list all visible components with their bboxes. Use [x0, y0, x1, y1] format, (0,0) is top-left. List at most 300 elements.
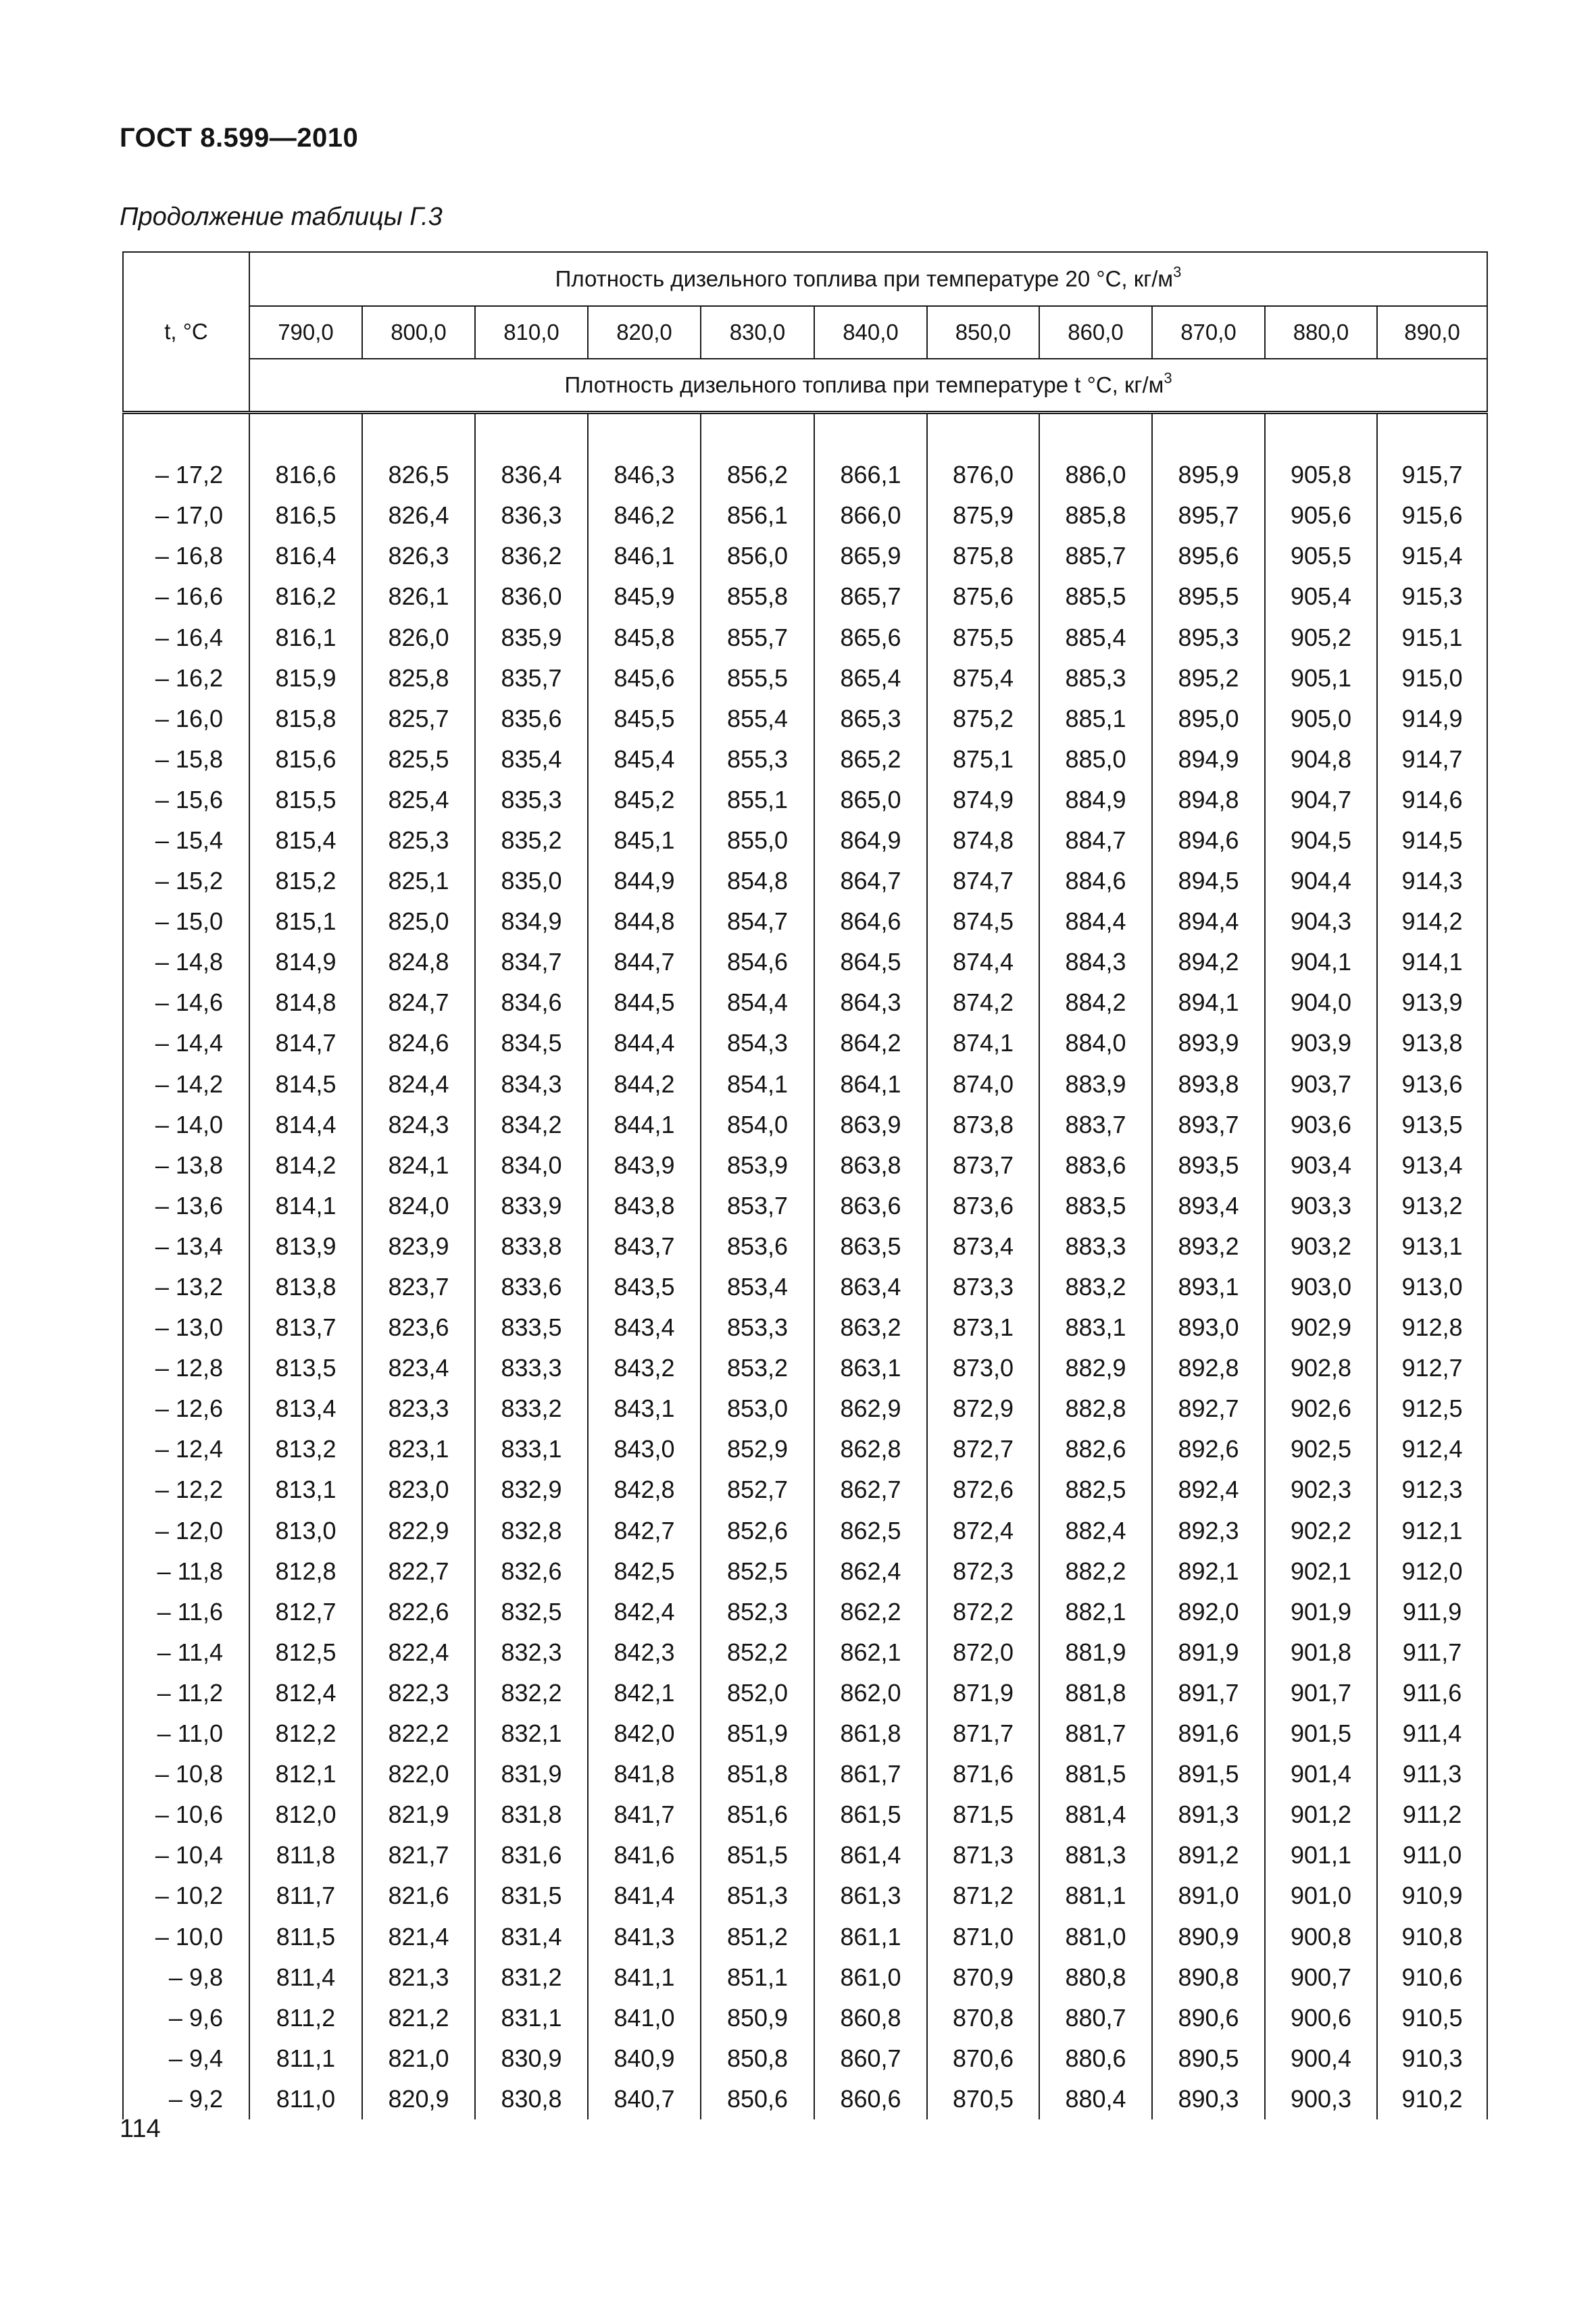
density-cell: 850,9	[701, 1998, 814, 2038]
density-cell: 865,9	[814, 536, 927, 576]
density-cell: 826,3	[362, 536, 475, 576]
density-cell: 893,9	[1152, 1023, 1265, 1063]
density-cell: 851,9	[701, 1713, 814, 1754]
density-cell: 833,8	[475, 1226, 588, 1267]
density-cell: 815,8	[249, 699, 362, 739]
temperature-cell: – 14,4	[123, 1023, 249, 1063]
density-cell: 824,0	[362, 1186, 475, 1226]
density-cell: 872,3	[927, 1551, 1039, 1592]
density-cell: 902,9	[1265, 1307, 1377, 1348]
density-cell: 895,5	[1152, 576, 1265, 617]
density-cell: 863,4	[814, 1267, 927, 1307]
density-cell: 874,7	[927, 861, 1039, 901]
density-cell: 915,7	[1377, 455, 1487, 495]
density-cell: 882,1	[1039, 1592, 1152, 1632]
density-column-header: 890,0	[1377, 306, 1487, 359]
density-cell: 895,7	[1152, 495, 1265, 536]
density-cell: 856,0	[701, 536, 814, 576]
temperature-cell: – 12,4	[123, 1429, 249, 1469]
density-cell: 914,3	[1377, 861, 1487, 901]
density-cell: 841,3	[588, 1916, 701, 1957]
density-cell: 884,4	[1039, 901, 1152, 942]
density-column-header: 830,0	[701, 306, 814, 359]
density-cell: 860,8	[814, 1998, 927, 2038]
density-cell: 891,6	[1152, 1713, 1265, 1754]
density-cell: 911,2	[1377, 1794, 1487, 1835]
density-cell: 832,1	[475, 1713, 588, 1754]
density-cell: 855,1	[701, 780, 814, 820]
density-cell: 904,7	[1265, 780, 1377, 820]
density-cell: 892,3	[1152, 1511, 1265, 1551]
table-row	[123, 1794, 1487, 1835]
density-cell: 904,4	[1265, 861, 1377, 901]
density-cell: 861,1	[814, 1916, 927, 1957]
density-cell: 875,2	[927, 699, 1039, 739]
density-cell: 874,8	[927, 820, 1039, 861]
density-cell: 845,6	[588, 658, 701, 699]
density-cell: 893,8	[1152, 1064, 1265, 1105]
density-cell: 845,8	[588, 617, 701, 657]
density-cell: 864,3	[814, 982, 927, 1023]
density-cell: 900,8	[1265, 1916, 1377, 1957]
table-row	[123, 1673, 1487, 1713]
density-cell: 870,6	[927, 2038, 1039, 2079]
temperature-cell: – 15,8	[123, 739, 249, 780]
table-row	[123, 1267, 1487, 1307]
density-cell: 874,5	[927, 901, 1039, 942]
density-cell: 881,5	[1039, 1754, 1152, 1794]
density-cell: 861,0	[814, 1957, 927, 1998]
density-cell: 894,2	[1152, 942, 1265, 982]
density-cell: 915,1	[1377, 617, 1487, 657]
table-row	[123, 1916, 1487, 1957]
density-column-header: 840,0	[814, 306, 927, 359]
density-cell: 913,0	[1377, 1267, 1487, 1307]
density-cell: 830,9	[475, 2038, 588, 2079]
density-cell: 904,3	[1265, 901, 1377, 942]
density-cell: 814,7	[249, 1023, 362, 1063]
temperature-cell: – 11,0	[123, 1713, 249, 1754]
density-cell: 852,3	[701, 1592, 814, 1632]
density-cell: 903,0	[1265, 1267, 1377, 1307]
density-cell: 815,4	[249, 820, 362, 861]
density-cell: 846,2	[588, 495, 701, 536]
density-cell: 826,5	[362, 455, 475, 495]
density-cell: 860,7	[814, 2038, 927, 2079]
density-cell: 880,8	[1039, 1957, 1152, 1998]
density-cell: 892,1	[1152, 1551, 1265, 1592]
density-cell: 903,7	[1265, 1064, 1377, 1105]
density-cell: 813,0	[249, 1511, 362, 1551]
table-row	[123, 1388, 1487, 1429]
density-cell: 912,3	[1377, 1469, 1487, 1510]
table-row	[123, 739, 1487, 780]
density-cell: 893,0	[1152, 1307, 1265, 1348]
density-cell: 815,1	[249, 901, 362, 942]
density-cell: 852,6	[701, 1511, 814, 1551]
density-cell: 861,5	[814, 1794, 927, 1835]
density-cell: 901,2	[1265, 1794, 1377, 1835]
density-cell: 842,4	[588, 1592, 701, 1632]
density-cell: 821,9	[362, 1794, 475, 1835]
density-column-header: 790,0	[249, 306, 362, 359]
density-cell: 852,5	[701, 1551, 814, 1592]
density-cell: 831,6	[475, 1835, 588, 1876]
density-cell: 903,4	[1265, 1145, 1377, 1186]
density-cell: 826,1	[362, 576, 475, 617]
density-cell: 824,1	[362, 1145, 475, 1186]
temperature-cell: – 13,8	[123, 1145, 249, 1186]
density-cell: 911,6	[1377, 1673, 1487, 1713]
density-cell: 821,6	[362, 1876, 475, 1916]
table-row	[123, 2038, 1487, 2079]
density-cell: 905,4	[1265, 576, 1377, 617]
density-cell: 891,2	[1152, 1835, 1265, 1876]
density-cell: 892,8	[1152, 1348, 1265, 1388]
density-cell: 915,4	[1377, 536, 1487, 576]
density-at-t-header-unit-exponent: 3	[1164, 370, 1172, 386]
density-cell: 812,2	[249, 1713, 362, 1754]
density-cell: 813,8	[249, 1267, 362, 1307]
density-cell: 892,0	[1152, 1592, 1265, 1632]
density-cell: 893,4	[1152, 1186, 1265, 1226]
density-cell: 914,5	[1377, 820, 1487, 861]
density-cell: 864,6	[814, 901, 927, 942]
density-cell: 812,1	[249, 1754, 362, 1794]
density-cell: 865,6	[814, 617, 927, 657]
density-cell: 864,7	[814, 861, 927, 901]
density-cell: 861,8	[814, 1713, 927, 1754]
density-cell: 816,4	[249, 536, 362, 576]
density-cell: 862,8	[814, 1429, 927, 1469]
density-cell: 812,4	[249, 1673, 362, 1713]
density-cell: 831,2	[475, 1957, 588, 1998]
density-cell: 881,3	[1039, 1835, 1152, 1876]
density-cell: 855,8	[701, 576, 814, 617]
density-cell: 854,8	[701, 861, 814, 901]
density-cell: 891,3	[1152, 1794, 1265, 1835]
density-column-header: 870,0	[1152, 306, 1265, 359]
table-row	[123, 1469, 1487, 1510]
density-cell: 822,9	[362, 1511, 475, 1551]
density-cell: 875,8	[927, 536, 1039, 576]
temperature-cell: – 10,0	[123, 1916, 249, 1957]
density-cell: 870,8	[927, 1998, 1039, 2038]
density-cell: 813,5	[249, 1348, 362, 1388]
temperature-cell: – 9,8	[123, 1957, 249, 1998]
temperature-cell: – 11,4	[123, 1632, 249, 1673]
density-cell: 823,9	[362, 1226, 475, 1267]
density-cell: 812,0	[249, 1794, 362, 1835]
table-row	[123, 1632, 1487, 1673]
density-cell: 822,2	[362, 1713, 475, 1754]
density-cell: 822,3	[362, 1673, 475, 1713]
density-cell: 901,8	[1265, 1632, 1377, 1673]
density-cell: 860,6	[814, 2079, 927, 2119]
density-cell: 904,8	[1265, 739, 1377, 780]
density-cell: 825,3	[362, 820, 475, 861]
density-cell: 853,7	[701, 1186, 814, 1226]
density-cell: 833,6	[475, 1267, 588, 1307]
density-cell: 892,4	[1152, 1469, 1265, 1510]
density-cell: 841,8	[588, 1754, 701, 1794]
table-row	[123, 780, 1487, 820]
density-cell: 832,2	[475, 1673, 588, 1713]
density-cell: 824,6	[362, 1023, 475, 1063]
density-cell: 864,2	[814, 1023, 927, 1063]
table-row	[123, 2079, 1487, 2119]
density-cell: 873,8	[927, 1105, 1039, 1145]
density-cell: 821,0	[362, 2038, 475, 2079]
temperature-cell: – 11,2	[123, 1673, 249, 1713]
density-cell: 914,9	[1377, 699, 1487, 739]
density-cell: 872,9	[927, 1388, 1039, 1429]
density-cell: 883,7	[1039, 1105, 1152, 1145]
density-cell: 895,3	[1152, 617, 1265, 657]
table-row	[123, 1511, 1487, 1551]
density-cell: 890,3	[1152, 2079, 1265, 2119]
density-cell: 894,9	[1152, 739, 1265, 780]
density-cell: 863,9	[814, 1105, 927, 1145]
density-cell: 883,3	[1039, 1226, 1152, 1267]
density-cell: 833,9	[475, 1186, 588, 1226]
density-cell: 835,6	[475, 699, 588, 739]
temperature-cell: – 10,6	[123, 1794, 249, 1835]
density-cell: 902,6	[1265, 1388, 1377, 1429]
density-cell: 905,6	[1265, 495, 1377, 536]
density-cell: 913,2	[1377, 1186, 1487, 1226]
density-cell: 865,0	[814, 780, 927, 820]
density-cell: 831,9	[475, 1754, 588, 1794]
density-cell: 910,5	[1377, 1998, 1487, 2038]
density-cell: 833,2	[475, 1388, 588, 1429]
density-cell: 903,3	[1265, 1186, 1377, 1226]
density-cell: 826,0	[362, 617, 475, 657]
density-cell: 844,7	[588, 942, 701, 982]
table-row	[123, 1145, 1487, 1186]
density-cell: 865,7	[814, 576, 927, 617]
density-cell: 904,1	[1265, 942, 1377, 982]
density-cell: 893,1	[1152, 1267, 1265, 1307]
temperature-cell: – 11,6	[123, 1592, 249, 1632]
density-cell: 823,7	[362, 1267, 475, 1307]
density-cell: 872,7	[927, 1429, 1039, 1469]
density-cell: 882,9	[1039, 1348, 1152, 1388]
density-cell: 822,7	[362, 1551, 475, 1592]
density-cell: 811,5	[249, 1916, 362, 1957]
density-cell: 914,2	[1377, 901, 1487, 942]
temperature-cell: – 16,8	[123, 536, 249, 576]
temperature-cell: – 12,8	[123, 1348, 249, 1388]
density-cell: 911,9	[1377, 1592, 1487, 1632]
temperature-cell: – 14,2	[123, 1064, 249, 1105]
temperature-cell: – 16,2	[123, 658, 249, 699]
density-cell: 820,9	[362, 2079, 475, 2119]
density-cell: 891,0	[1152, 1876, 1265, 1916]
density-cell: 811,8	[249, 1835, 362, 1876]
density-cell: 884,7	[1039, 820, 1152, 861]
density-cell: 902,5	[1265, 1429, 1377, 1469]
density-cell: 816,1	[249, 617, 362, 657]
density-cell: 852,2	[701, 1632, 814, 1673]
temperature-cell: – 14,8	[123, 942, 249, 982]
density-cell: 845,2	[588, 780, 701, 820]
density-cell: 834,0	[475, 1145, 588, 1186]
temperature-cell: – 15,4	[123, 820, 249, 861]
density-cell: 850,8	[701, 2038, 814, 2079]
density-cell: 884,6	[1039, 861, 1152, 901]
density-cell: 862,7	[814, 1469, 927, 1510]
table-row	[123, 1226, 1487, 1267]
temperature-cell: – 11,8	[123, 1551, 249, 1592]
table-row	[123, 1713, 1487, 1754]
table-row	[123, 495, 1487, 536]
temperature-cell: – 12,2	[123, 1469, 249, 1510]
density-cell: 894,8	[1152, 780, 1265, 820]
density-cell: 841,7	[588, 1794, 701, 1835]
density-cell: 854,6	[701, 942, 814, 982]
density-cell: 824,3	[362, 1105, 475, 1145]
density-cell: 882,2	[1039, 1551, 1152, 1592]
density-cell: 814,9	[249, 942, 362, 982]
density-cell: 874,0	[927, 1064, 1039, 1105]
density-cell: 835,2	[475, 820, 588, 861]
density-cell: 900,6	[1265, 1998, 1377, 2038]
density-cell: 844,8	[588, 901, 701, 942]
density-cell: 901,5	[1265, 1713, 1377, 1754]
density-cell: 893,7	[1152, 1105, 1265, 1145]
density-cell: 824,7	[362, 982, 475, 1023]
density-column-header: 800,0	[362, 306, 475, 359]
density-cell: 814,8	[249, 982, 362, 1023]
density-at-t-header	[249, 359, 1487, 413]
density-cell: 882,4	[1039, 1511, 1152, 1551]
density-cell: 815,6	[249, 739, 362, 780]
density-cell: 863,8	[814, 1145, 927, 1186]
page-number: 114	[120, 2115, 161, 2143]
document-header: ГОСТ 8.599—2010	[120, 123, 359, 153]
density-cell: 843,0	[588, 1429, 701, 1469]
density-cell: 843,9	[588, 1145, 701, 1186]
density-cell: 855,4	[701, 699, 814, 739]
density-at-20-header-unit-exponent: 3	[1173, 263, 1182, 280]
density-cell: 902,8	[1265, 1348, 1377, 1388]
density-cell: 893,5	[1152, 1145, 1265, 1186]
density-cell: 905,2	[1265, 617, 1377, 657]
density-cell: 894,5	[1152, 861, 1265, 901]
density-cell: 875,5	[927, 617, 1039, 657]
temperature-cell: – 10,2	[123, 1876, 249, 1916]
density-cell: 831,1	[475, 1998, 588, 2038]
table-row	[123, 1105, 1487, 1145]
density-cell: 856,2	[701, 455, 814, 495]
temperature-cell: – 13,2	[123, 1267, 249, 1307]
density-cell: 825,8	[362, 658, 475, 699]
density-cell: 885,5	[1039, 576, 1152, 617]
density-cell: 825,0	[362, 901, 475, 942]
density-cell: 851,3	[701, 1876, 814, 1916]
density-cell: 853,3	[701, 1307, 814, 1348]
density-cell: 871,9	[927, 1673, 1039, 1713]
density-cell: 840,9	[588, 2038, 701, 2079]
density-cell: 813,9	[249, 1226, 362, 1267]
density-cell: 902,1	[1265, 1551, 1377, 1592]
density-cell: 854,0	[701, 1105, 814, 1145]
density-cell: 885,8	[1039, 495, 1152, 536]
density-cell: 910,3	[1377, 2038, 1487, 2079]
density-cell: 844,2	[588, 1064, 701, 1105]
density-cell: 911,0	[1377, 1835, 1487, 1876]
density-cell: 854,3	[701, 1023, 814, 1063]
density-cell: 863,5	[814, 1226, 927, 1267]
density-cell: 885,4	[1039, 617, 1152, 657]
table-row	[123, 901, 1487, 942]
density-cell: 852,0	[701, 1673, 814, 1713]
density-cell: 811,7	[249, 1876, 362, 1916]
density-cell: 862,9	[814, 1388, 927, 1429]
density-cell: 893,2	[1152, 1226, 1265, 1267]
density-cell: 833,3	[475, 1348, 588, 1388]
temperature-cell: – 15,6	[123, 780, 249, 820]
density-cell: 845,5	[588, 699, 701, 739]
temperature-cell: – 17,2	[123, 455, 249, 495]
density-cell: 874,1	[927, 1023, 1039, 1063]
density-cell: 831,4	[475, 1916, 588, 1957]
density-cell: 874,4	[927, 942, 1039, 982]
density-cell: 910,9	[1377, 1876, 1487, 1916]
density-cell: 861,4	[814, 1835, 927, 1876]
density-cell: 814,4	[249, 1105, 362, 1145]
density-cell: 912,5	[1377, 1388, 1487, 1429]
density-cell: 835,9	[475, 617, 588, 657]
density-column-header: 860,0	[1039, 306, 1152, 359]
density-cell: 880,4	[1039, 2079, 1152, 2119]
density-cell: 901,9	[1265, 1592, 1377, 1632]
table-row	[123, 1348, 1487, 1388]
table-row	[123, 1307, 1487, 1348]
density-cell: 863,2	[814, 1307, 927, 1348]
density-cell: 832,5	[475, 1592, 588, 1632]
density-cell: 913,1	[1377, 1226, 1487, 1267]
density-cell: 842,5	[588, 1551, 701, 1592]
density-cell: 832,8	[475, 1511, 588, 1551]
density-cell: 900,4	[1265, 2038, 1377, 2079]
density-cell: 832,6	[475, 1551, 588, 1592]
table-row	[123, 861, 1487, 901]
density-cell: 851,8	[701, 1754, 814, 1794]
density-cell: 846,3	[588, 455, 701, 495]
density-cell: 864,9	[814, 820, 927, 861]
density-cell: 914,1	[1377, 942, 1487, 982]
density-cell: 872,0	[927, 1632, 1039, 1673]
density-cell: 851,2	[701, 1916, 814, 1957]
density-cell: 895,0	[1152, 699, 1265, 739]
density-cell: 850,6	[701, 2079, 814, 2119]
density-cell: 903,6	[1265, 1105, 1377, 1145]
density-cell: 841,4	[588, 1876, 701, 1916]
density-cell: 831,8	[475, 1794, 588, 1835]
density-cell: 853,0	[701, 1388, 814, 1429]
density-cell: 901,7	[1265, 1673, 1377, 1713]
density-cell: 855,3	[701, 739, 814, 780]
density-cell: 910,8	[1377, 1916, 1487, 1957]
density-cell: 834,6	[475, 982, 588, 1023]
density-cell: 863,1	[814, 1348, 927, 1388]
density-cell: 891,7	[1152, 1673, 1265, 1713]
density-cell: 842,7	[588, 1511, 701, 1551]
density-cell: 843,1	[588, 1388, 701, 1429]
density-cell: 821,2	[362, 1998, 475, 2038]
